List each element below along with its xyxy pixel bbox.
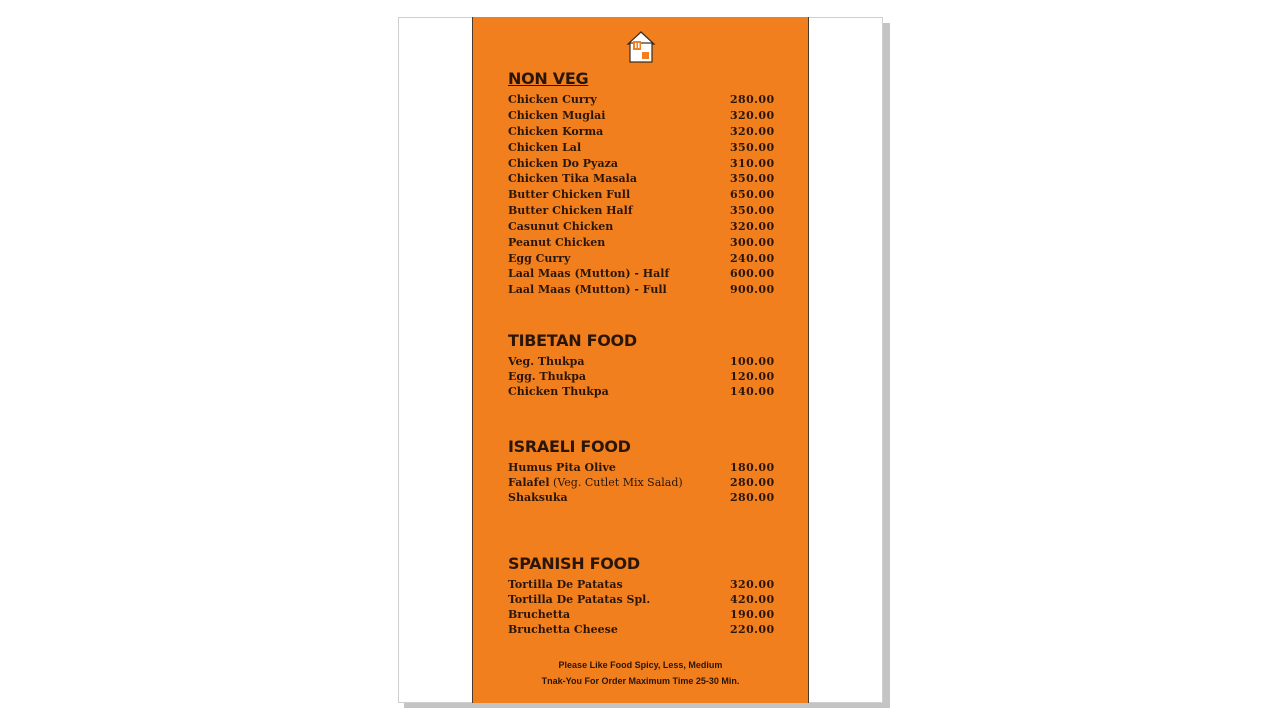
section-title-spanish-food: SPANISH FOOD — [508, 554, 640, 573]
section-title-israeli-food: ISRAELI FOOD — [508, 437, 631, 456]
item-name: Tortilla De Patatas — [508, 578, 623, 591]
list-item — [508, 93, 774, 108]
list-item — [508, 188, 774, 203]
list-item — [508, 157, 774, 172]
item-price: 190.00 — [730, 608, 775, 621]
list-item — [508, 283, 774, 298]
item-name: Veg. Thukpa — [508, 355, 585, 368]
item-name: Egg. Thukpa — [508, 370, 587, 383]
item-price: 650.00 — [730, 188, 775, 201]
item-name: Chicken Tika Masala — [508, 172, 637, 185]
item-name — [508, 461, 616, 474]
item-name: Bruchetta — [508, 608, 571, 621]
list-item — [508, 608, 774, 623]
item-price: 320.00 — [730, 125, 775, 138]
item-name: Chicken Thukpa — [508, 385, 609, 398]
item-price: 300.00 — [730, 236, 775, 249]
item-name: Egg Curry — [508, 252, 571, 265]
item-price: 240.00 — [730, 252, 775, 265]
footer-note-time: Tnak-You For Order Maximum Time 25-30 Min. — [541, 676, 740, 686]
item-name: Chicken Lal — [508, 141, 582, 154]
list-item — [508, 109, 774, 124]
item-price: 220.00 — [730, 623, 775, 636]
item-price: 140.00 — [730, 385, 775, 398]
list-item — [508, 385, 774, 400]
list-item — [508, 355, 774, 370]
item-price: 310.00 — [730, 157, 775, 170]
house-logo-icon — [626, 30, 656, 64]
footer-note-spice: Please Like Food Spicy, Less, Medium — [558, 660, 723, 670]
item-price: 320.00 — [730, 109, 775, 122]
item-price: 320.00 — [730, 578, 775, 591]
list-item — [508, 125, 774, 140]
item-note: (Veg. Cutlet Mix Salad) — [549, 476, 683, 489]
item-name — [508, 491, 568, 504]
item-name: Chicken Muglai — [508, 109, 606, 122]
item-price: 100.00 — [730, 355, 775, 368]
item-price: 600.00 — [730, 267, 775, 280]
item-name: Chicken Korma — [508, 125, 604, 138]
item-price: 320.00 — [730, 220, 775, 233]
item-name: Casunut Chicken — [508, 220, 614, 233]
list-item — [508, 578, 774, 593]
list-item — [508, 172, 774, 187]
list-item — [508, 220, 774, 235]
list-item — [508, 461, 774, 476]
section-title-non-veg: NON VEG — [508, 69, 589, 88]
item-price: 180.00 — [730, 461, 775, 474]
list-item — [508, 204, 774, 219]
item-name: Chicken Do Pyaza — [508, 157, 618, 170]
item-name: Laal Maas (Mutton) - Full — [508, 283, 667, 296]
item-price: 900.00 — [730, 283, 775, 296]
list-item — [508, 141, 774, 156]
item-name-text: Humus Pita Olive — [508, 461, 616, 474]
item-price: 350.00 — [730, 141, 775, 154]
item-price: 120.00 — [730, 370, 775, 383]
item-name: Laal Maas (Mutton) - Half — [508, 267, 670, 280]
item-name: Butter Chicken Half — [508, 204, 633, 217]
list-item — [508, 623, 774, 638]
item-price: 350.00 — [730, 172, 775, 185]
item-name-text: Falafel — [508, 476, 550, 489]
item-name — [508, 476, 683, 489]
item-price: 280.00 — [730, 93, 775, 106]
list-item — [508, 267, 774, 282]
item-name: Tortilla De Patatas Spl. — [508, 593, 651, 606]
menu-panel — [472, 17, 809, 703]
item-name: Bruchetta Cheese — [508, 623, 618, 636]
section-title-tibetan-food: TIBETAN FOOD — [508, 331, 637, 350]
list-item — [508, 370, 774, 385]
list-item — [508, 593, 774, 608]
list-item — [508, 476, 774, 491]
item-price: 280.00 — [730, 476, 775, 489]
item-price: 280.00 — [730, 491, 775, 504]
item-price: 350.00 — [730, 204, 775, 217]
list-item — [508, 491, 774, 506]
list-item — [508, 236, 774, 251]
item-name-text: Shaksuka — [508, 491, 568, 504]
item-name: Chicken Curry — [508, 93, 597, 106]
list-item — [508, 252, 774, 267]
item-name: Butter Chicken Full — [508, 188, 631, 201]
item-name: Peanut Chicken — [508, 236, 606, 249]
item-price: 420.00 — [730, 593, 775, 606]
